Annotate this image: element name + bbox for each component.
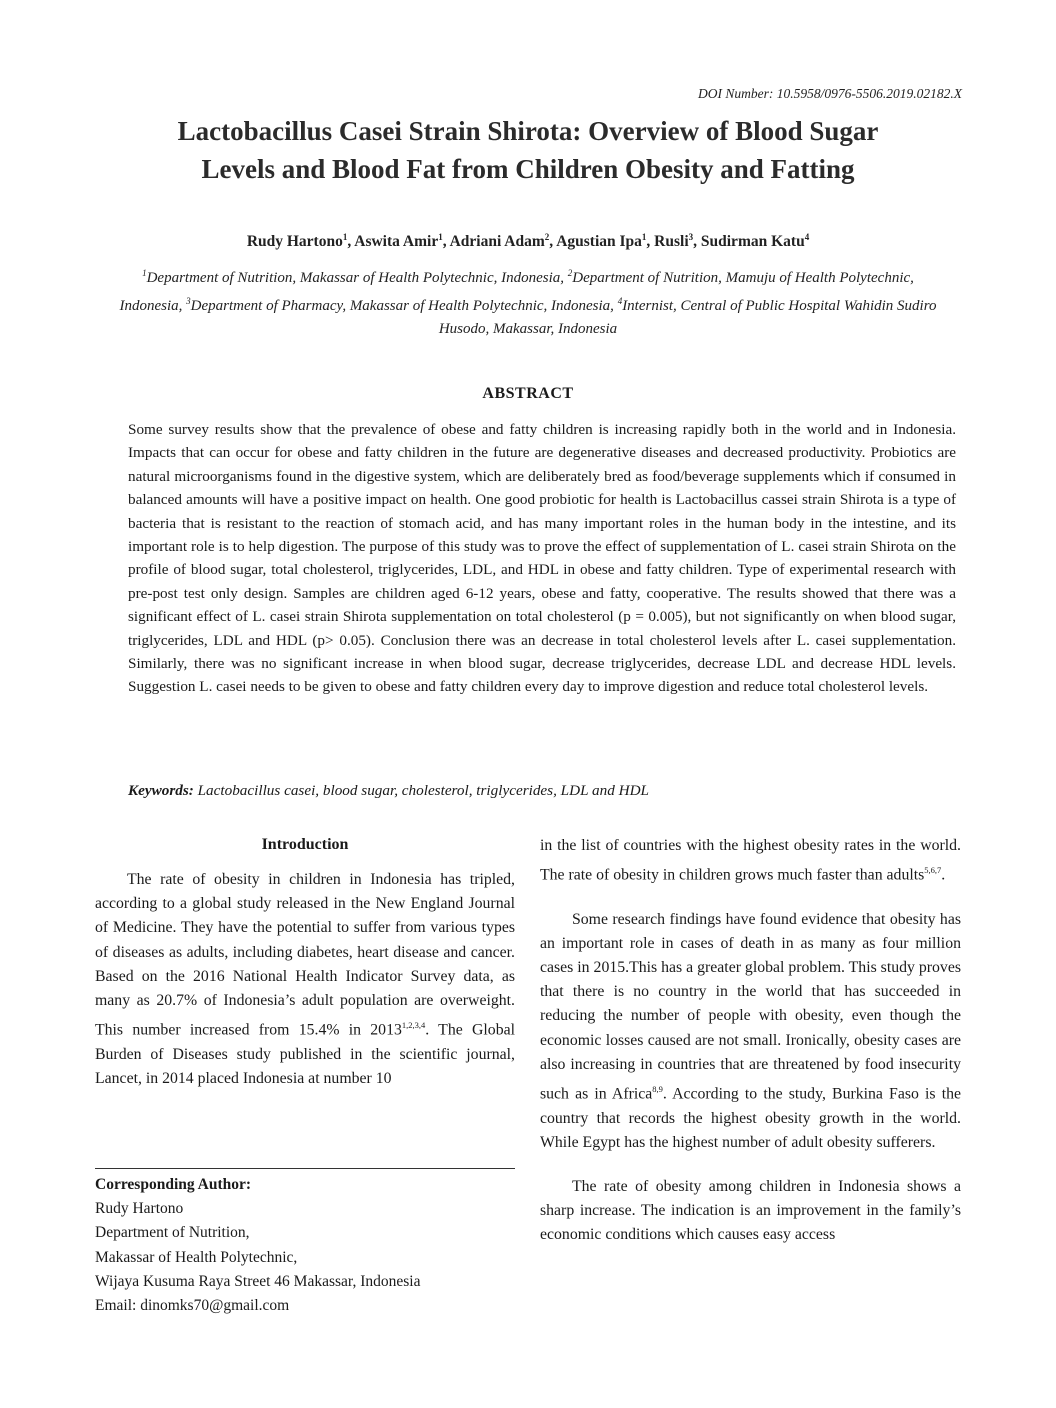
paragraph-text: Some research findings have found evidence that obesity has an important role in cases of death in as many as four million cases in 2015.This has a greater global problem. This study proves that there is no country in the world that has succeeded in reducing the number of people with obesity, even though the economic losses caused are not small. Ironically, obesity cases are also increasing in countries that are threatened by food insecurity such as in Africa [540,910,961,1103]
corresponding-author-email: Email: dinomks70@gmail.com [95,1297,290,1315]
keywords [128,782,956,800]
right-column [540,834,961,1248]
intro-paragraph-3: The rate of obesity among children in Indonesia shows a sharp increase. The indication is an improvement in the family’s economic conditions which causes easy access [540,1177,961,1244]
section-heading-introduction: Introduction [261,836,349,853]
abstract-heading: ABSTRACT [482,385,574,402]
title-line-1: Lactobacillus Casei Strain Shirota: Overview of Blood Sugar [177,116,879,146]
intro-paragraph-1 [95,868,515,1091]
author-affil-mark: 3 [688,232,694,242]
author-sep: , [549,233,557,251]
keywords-label: Keywords: [128,782,194,799]
author-sep: , [693,233,701,251]
paper-title [80,112,976,188]
affiliations [110,262,946,341]
author-affil-mark: 1 [342,232,348,242]
author-sep: , [347,233,355,251]
corresponding-author-label: Corresponding Author: [95,1176,252,1193]
affiliation-1: Department of Nutrition, Makassar of Health Polytechnic, Indonesia, [146,270,568,286]
author-affil-mark: 1 [641,232,647,242]
author: Agustian Ipa [556,233,642,251]
left-column [95,836,515,1091]
paragraph-text: . The Global Burden of Diseases study published in the scientific journal, Lancet, in 2014 placed Indonesia at number 10 [95,1021,515,1087]
paragraph-text: The rate of obesity in children in Indonesia has tripled, according to a global study released in the New England Journal of Medicine. They have the potential to suffer from various types of diseases as adults, including diabetes, heart disease and cancer. Based on the 2016 National Health Indicator Survey data, as many as 20.7% of Indonesia’s adult population are overweight. This number increased from 15.4% in 2013 [95,871,515,1039]
corresponding-author-institution: Makassar of Health Polytechnic, [95,1248,298,1266]
author-sep: , [442,233,450,251]
corresponding-author-name: Rudy Hartono [95,1200,184,1218]
affil-mark: 4 [617,296,623,306]
intro-paragraph-continued [540,834,961,888]
corresponding-author-department: Department of Nutrition, [95,1224,250,1242]
citation-mark: 5,6,7 [924,865,942,876]
keywords-list: Lactobacillus casei, blood sugar, cholesterol, triglycerides, LDL and HDL [193,782,650,799]
citation-mark: 1,2,3,4 [401,1020,426,1031]
affil-mark: 1 [142,268,147,278]
author: Rudy Hartono [246,233,343,251]
author: Adriani Adam [449,233,545,251]
corresponding-author-address: Wijaya Kusuma Raya Street 46 Makassar, Indonesia [95,1272,421,1290]
affil-mark: 2 [567,268,573,278]
paragraph-text: . According to the study, Burkina Faso is the country that records the highest obesity growth in the world. While Egypt has the highest number of adult obesity sufferers. [540,1085,961,1151]
author-list [80,232,976,251]
affil-mark: 3 [186,296,191,306]
corresponding-author [95,1168,515,1318]
affiliation-4: Internist, Central of Public Hospital Wahidin Sudiro Husodo, Makassar, Indonesia [438,298,937,337]
author-affil-mark: 1 [438,232,443,242]
author: Sudirman Katu [700,233,805,251]
author-affil-mark: 2 [544,232,550,242]
title-line-2: Levels and Blood Fat from Children Obesity and Fatting [201,154,855,184]
affiliation-3: Department of Pharmacy, Makassar of Health Polytechnic, Indonesia, [190,298,618,314]
author: Aswita Amir [354,233,439,251]
author: Rusli [654,233,689,251]
citation-mark: 8,9 [652,1084,663,1095]
abstract-text: Some survey results show that the prevalence of obese and fatty children is increasing rapidly both in the world and in Indonesia. Impacts that can occur for obese and fatty children in the future are degenerative diseases and decreased productivity. Probiotics are natural microorganisms found in the digestive system, which are deliberately bred as food/beverage supplements which if consumed in balanced amounts will have a positive impact on health. One good probiotic for health is Lactobacillus cassei strain Shirota is a type of bacteria that is resistant to the reaction of stomach acid, and has many important roles in the human body in the intestine, and its important role is to help digestion. The purpose of this study was to prove the effect of supplementation of L. casei strain Shirota on the profile of blood sugar, total cholesterol, triglycerides, LDL, and HDL in obese and fatty children. Type of experimental research with pre-post test only design. Samples are children aged 6-12 years, obese and fatty, cooperative. The results showed that there was a significant effect of L. casei strain Shirota supplementation on total cholesterol (p = 0.005), but not significantly on when blood sugar, triglycerides, LDL and HDL (p> 0.05). Conclusion there was an decrease in total cholesterol levels after L. casei supplementation. Similarly, there was no significant increase in when blood sugar, decrease triglycerides, decrease LDL and decrease HDL levels. Suggestion L. casei needs to be given to obese and fatty children every day to improve digestion and reduce total cholesterol levels. [128,421,956,696]
intro-paragraph-2 [540,908,961,1155]
paragraph-text: . [941,866,946,884]
paragraph-text: in the list of countries with the highest obesity rates in the world. The rate of obesity in children grows much faster than adults [540,837,961,884]
author-sep: , [646,233,655,251]
author-affil-mark: 4 [804,232,810,242]
affiliation-2: Department of Nutrition, Mamuju of Health Polytechnic, Indonesia, [119,270,914,314]
doi-number: DOI Number: 10.5958/0976-5506.2019.02182.X [698,86,962,101]
